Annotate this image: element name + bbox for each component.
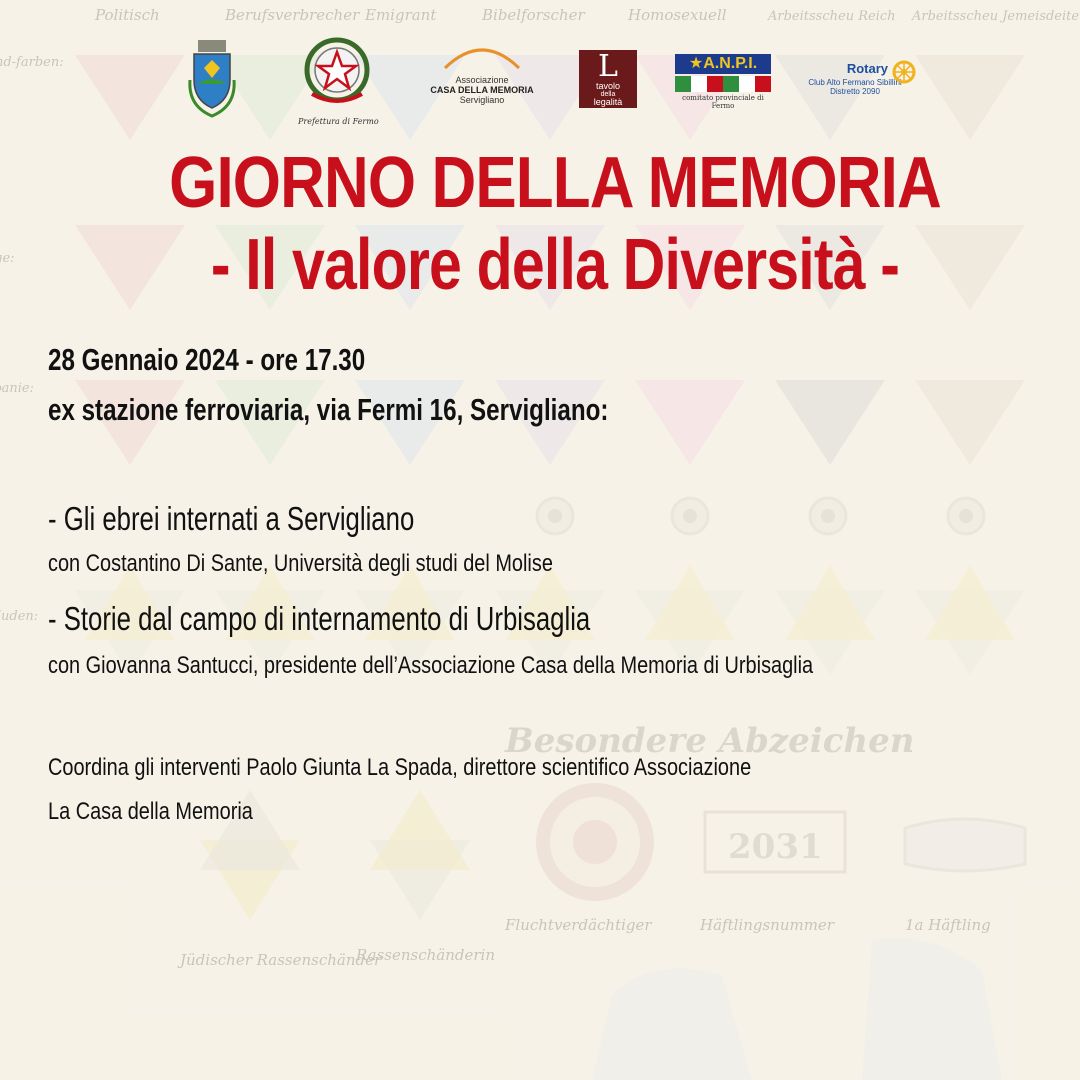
tavolo-line2: della (600, 91, 616, 98)
star-icon: ★ (688, 55, 704, 72)
prefettura-logo (298, 36, 379, 126)
talk-1-speaker: con Costantino Di Sante, Università degli studi del Molise (48, 550, 553, 577)
casa-memoria-line2: CASA DELLA MEMORIA (430, 85, 534, 95)
page-title: GIORNO DELLA MEMORIA (169, 143, 941, 223)
prefettura-caption: Prefettura di Fermo (298, 117, 379, 126)
rotary-line2: Distretto 2090 (830, 87, 880, 96)
anpi-caption: comitato provinciale di Fermo (682, 94, 764, 110)
coordinator-line-1: Coordina gli interventi Paolo Giunta La Spada, direttore scientifico Associazione (48, 754, 752, 781)
event-place: ex stazione ferroviaria, via Fermi 16, Servigliano: (48, 392, 609, 427)
anpi-flags (675, 76, 771, 92)
logos-row (180, 36, 920, 128)
comune-crest-logo (188, 40, 236, 123)
coordinator-line-2: La Casa della Memoria (48, 798, 253, 825)
rotary-logo (790, 60, 920, 96)
crest-icon (188, 40, 236, 118)
anpi-name: ★A.N.P.I. (675, 54, 771, 74)
event-date-time: 28 Gennaio 2024 - ore 17.30 (48, 342, 366, 377)
rotary-line1: Club Alto Fermano Sibillini (808, 78, 902, 87)
anpi-logo (675, 54, 771, 110)
page-subtitle: - Il valore della Diversità - (210, 225, 900, 305)
tavolo-line3: legalità (593, 97, 623, 107)
casa-memoria-logo (422, 40, 542, 105)
talk-2-speaker: con Giovanna Santucci, presidente dell’Associazione Casa della Memoria di Urbisaglia (48, 652, 814, 679)
rotary-wheel-icon (892, 60, 916, 84)
rotary-name: Rotary (846, 61, 888, 76)
tavolo-legalita-logo (579, 50, 637, 108)
tavolo-letter-icon: L (598, 49, 618, 84)
talk-1-title: - Gli ebrei internati a Servigliano (48, 500, 415, 537)
republic-emblem-icon (298, 36, 376, 108)
arc-icon (437, 40, 527, 70)
talk-2-title: - Storie dal campo di internamento di Urbisaglia (48, 600, 591, 637)
casa-memoria-line1: Associazione (455, 75, 509, 85)
casa-memoria-line3: Servigliano (459, 95, 505, 105)
tavolo-line1: tavolo (595, 81, 621, 91)
